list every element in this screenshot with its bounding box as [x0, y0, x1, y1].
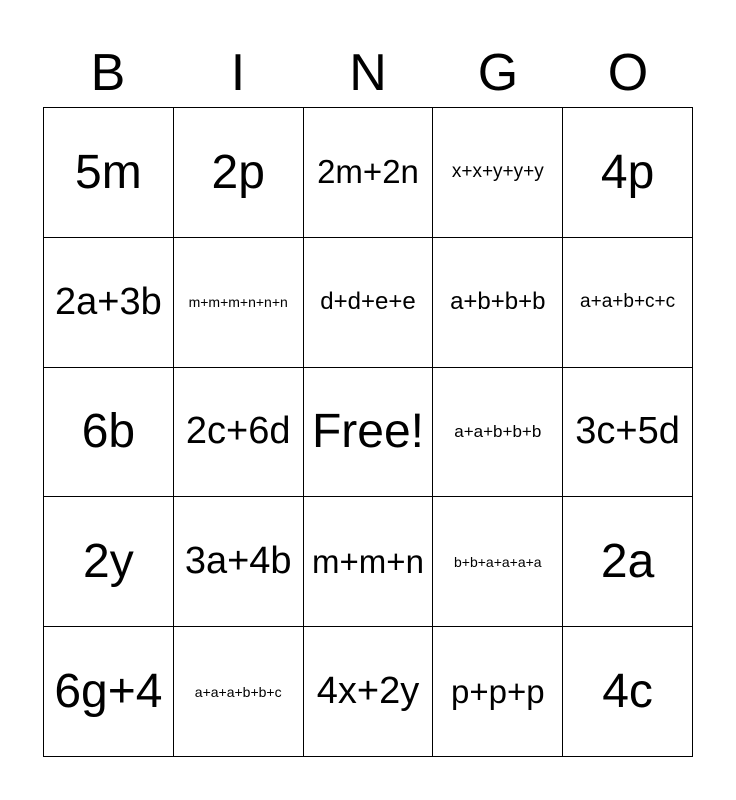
- bingo-cell-r1-c3[interactable]: 2m+2n: [304, 108, 434, 238]
- bingo-cell-r1-c5[interactable]: 4p: [563, 108, 693, 238]
- bingo-cell-r5-c1[interactable]: 6g+4: [44, 627, 174, 757]
- header-letter-n: N: [349, 44, 387, 102]
- bingo-cell-r2-c4[interactable]: a+b+b+b: [433, 238, 563, 368]
- bingo-cell-r2-c1[interactable]: 2a+3b: [44, 238, 174, 368]
- bingo-cell-r4-c3[interactable]: m+m+n: [304, 497, 434, 627]
- bingo-cell-r1-c2[interactable]: 2p: [174, 108, 304, 238]
- bingo-cell-r4-c4[interactable]: b+b+a+a+a+a: [433, 497, 563, 627]
- header-letter-g: G: [477, 44, 519, 102]
- header-letter-i: I: [230, 44, 246, 102]
- bingo-header: [43, 40, 693, 106]
- bingo-cell-r4-c5[interactable]: 2a: [563, 497, 693, 627]
- bingo-cell-r1-c1[interactable]: 5m: [44, 108, 174, 238]
- bingo-cell-r5-c5[interactable]: 4c: [563, 627, 693, 757]
- bingo-cell-r2-c5[interactable]: a+a+b+c+c: [563, 238, 693, 368]
- bingo-cell-r3-c3-free[interactable]: Free!: [304, 368, 434, 498]
- bingo-cell-r4-c2[interactable]: 3a+4b: [174, 497, 304, 627]
- bingo-cell-r2-c2[interactable]: m+m+m+n+n+n: [174, 238, 304, 368]
- bingo-cell-r5-c4[interactable]: p+p+p: [433, 627, 563, 757]
- bingo-cell-r3-c5[interactable]: 3c+5d: [563, 368, 693, 498]
- bingo-cell-r2-c3[interactable]: d+d+e+e: [304, 238, 434, 368]
- bingo-cell-r3-c2[interactable]: 2c+6d: [174, 368, 304, 498]
- bingo-cell-r4-c1[interactable]: 2y: [44, 497, 174, 627]
- bingo-card-grid: [43, 107, 693, 757]
- bingo-cell-r3-c1[interactable]: 6b: [44, 368, 174, 498]
- header-letter-o: O: [607, 44, 649, 102]
- bingo-cell-r1-c4[interactable]: x+x+y+y+y: [433, 108, 563, 238]
- bingo-cell-r3-c4[interactable]: a+a+b+b+b: [433, 368, 563, 498]
- bingo-cell-r5-c3[interactable]: 4x+2y: [304, 627, 434, 757]
- header-letter-b: B: [90, 44, 126, 102]
- bingo-cell-r5-c2[interactable]: a+a+a+b+b+c: [174, 627, 304, 757]
